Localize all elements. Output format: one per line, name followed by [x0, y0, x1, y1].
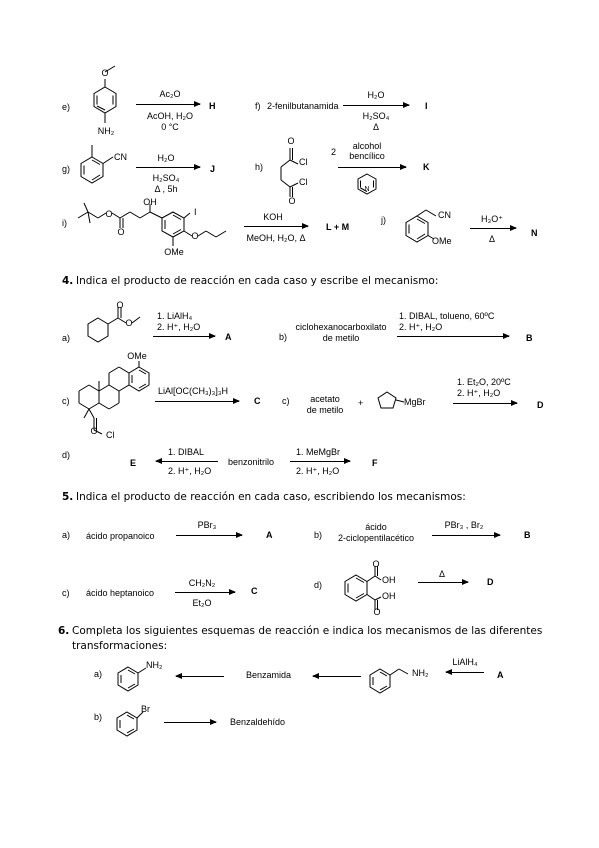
product-e: E: [130, 458, 137, 468]
reagent-h-h2o: 2. H⁺, H₂O: [457, 388, 501, 398]
reagent-heat-time: Δ , 5h: [154, 184, 178, 194]
product-j: J: [210, 164, 216, 174]
atom-n: N: [364, 186, 370, 193]
atom-cl: Cl: [299, 157, 308, 167]
product-b: B: [526, 333, 533, 343]
reagent-h2so4: H₂SO₄: [362, 111, 390, 121]
product-c: C: [254, 396, 261, 406]
atom-ome: OMe: [432, 236, 452, 246]
label-3e: e): [62, 102, 71, 112]
product-l-m: L + M: [326, 222, 350, 232]
product-f: F: [372, 458, 378, 468]
atom-nh2: NH₂: [146, 660, 163, 670]
reagent-et2o: Et₂O: [192, 598, 212, 608]
reagent-h3o: H₃O⁺: [481, 214, 503, 224]
atom-oh: OH: [143, 197, 157, 207]
product-k: K: [423, 162, 430, 172]
label-3f: f): [255, 101, 261, 111]
substrate-line2: de metilo: [322, 333, 360, 343]
structure-methoxy-tricyclic-acid-chloride: [76, 352, 160, 446]
question-6-title: Completa los siguientes esquemas de reacción e indica los mecanismos de las diferentes: [72, 625, 543, 637]
arrow-4b: [397, 336, 509, 337]
reagent-lialh-otbu: LiAl[OC(CH₃)₃]₃H: [158, 386, 228, 396]
atom-o: O: [116, 300, 124, 310]
reagent-h-h2o: 2. H⁺, H₂O: [296, 466, 340, 476]
arrow-4d-left: [156, 461, 218, 462]
reagent-pbr3: PBr₃: [197, 520, 217, 530]
reagent-equiv: 2: [331, 147, 337, 157]
reagent-dibal: 1. DIBAL, tolueno, 60ºC: [399, 311, 495, 321]
atom-o: O: [372, 559, 380, 569]
question-4-number: 4.: [62, 275, 74, 287]
label-4c: c): [62, 396, 70, 406]
target-benzaldehido: Benzaldehído: [230, 717, 286, 727]
atom-cl: Cl: [299, 177, 308, 187]
arrow-5c: [175, 592, 235, 593]
label-4c-2: c): [282, 396, 290, 406]
plus-sign: +: [358, 398, 364, 408]
product-i: I: [425, 101, 428, 111]
atom-o: O: [90, 426, 98, 436]
product-a: A: [497, 670, 504, 680]
substrate-2-ciclopentilacetico: 2-ciclopentilacético: [337, 533, 415, 543]
substrate-acido-propanoico: ácido propanoico: [86, 531, 155, 541]
label-3j: j): [381, 215, 386, 225]
arrow-6a-middle: [313, 676, 361, 677]
atom-o: O: [288, 196, 296, 206]
arrow-3g: [136, 167, 200, 168]
arrow-6a-right: [446, 672, 484, 673]
reagent-h-h2o: 2. H⁺, H₂O: [168, 466, 212, 476]
product-h: H: [209, 101, 216, 111]
reagent-heat: Δ: [488, 234, 496, 244]
atom-cn: CN: [438, 210, 451, 220]
reagent-h-h2o: 2. H⁺, H₂O: [399, 322, 443, 332]
atom-br: Br: [141, 704, 150, 714]
atom-o: O: [287, 136, 295, 146]
reagent-h2so4: H₂SO₄: [152, 173, 180, 183]
reagent-lialh4: LiAlH₄: [452, 657, 478, 667]
substrate-acido: ácido: [365, 522, 387, 532]
reagent-dibal: 1. DIBAL: [168, 447, 205, 457]
atom-ome: OMe: [127, 351, 147, 361]
question-4-title: Indica el producto de reacción en cada caso y escribe el mecanismo:: [76, 275, 439, 287]
label-4d: d): [62, 450, 71, 460]
arrow-3h: [338, 167, 406, 168]
arrow-4a: [153, 336, 215, 337]
reagent-temp: 0 °C: [161, 122, 179, 132]
substrate-de-metilo: de metilo: [306, 405, 344, 415]
atom-cl: Cl: [106, 430, 115, 440]
reagent-koh: KOH: [263, 212, 283, 222]
label-4b: b): [279, 332, 288, 342]
product-a: A: [266, 530, 273, 540]
reagent-et2o: 1. Et₂O, 20ºC: [457, 377, 511, 387]
structure-tert-butyl-ester: [76, 196, 244, 258]
arrow-5b: [432, 535, 500, 536]
arrow-5a: [176, 535, 242, 536]
atom-oh: OH: [382, 591, 396, 601]
product-n: N: [531, 228, 538, 238]
arrow-6b: [164, 722, 216, 723]
label-5b: b): [314, 530, 323, 540]
arrow-4c-2: [453, 403, 517, 404]
structure-methyl-cyclohexanecarboxylate: [76, 300, 146, 352]
substrate-acetato: acetato: [310, 394, 340, 404]
atom-o: O: [117, 227, 125, 237]
reagent-alcohol: alcohol: [352, 141, 382, 151]
reagent-ac2o: Ac₂O: [159, 89, 181, 99]
label-6b: b): [94, 712, 103, 722]
atom-mgbr: MgBr: [404, 397, 426, 407]
question-5-number: 5.: [62, 491, 74, 503]
question-6-number: 6.: [58, 625, 70, 637]
atom-nh2: NH₂: [412, 668, 429, 678]
atom-i: I: [194, 207, 197, 217]
label-5c: c): [62, 588, 70, 598]
atom-nh2: NH₂: [97, 126, 115, 136]
reagent-acoh: AcOH, H₂O: [147, 111, 193, 121]
arrow-5d: [418, 582, 468, 583]
substrate-acido-heptanoico: ácido heptanoico: [86, 588, 155, 598]
atom-oh: OH: [382, 575, 396, 585]
product-d: D: [487, 577, 494, 587]
product-a: A: [225, 332, 232, 342]
substrate-line1: ciclohexanocarboxilato: [295, 322, 387, 332]
label-6a: a): [94, 669, 103, 679]
arrow-4d-right: [290, 461, 350, 462]
label-3h: h): [255, 162, 264, 172]
arrow-3e: [136, 104, 200, 105]
substrate-benzamida: Benzamida: [246, 670, 292, 680]
label-5d: d): [314, 580, 323, 590]
label-3g: g): [62, 164, 71, 174]
product-b: B: [524, 530, 531, 540]
reagent-pbr3-br2: PBr₃ , Br₂: [444, 520, 484, 530]
arrow-3i: [244, 226, 308, 227]
label-5a: a): [62, 530, 71, 540]
label-4a: a): [62, 333, 71, 343]
reagent-meoh: MeOH, H₂O, Δ: [246, 233, 306, 243]
substrate-benzonitrilo: benzonitrilo: [228, 457, 275, 467]
label-3i: i): [62, 218, 67, 228]
atom-ome: OMe: [164, 247, 184, 257]
reagent-h2o: H₂O: [157, 153, 175, 163]
structure-2-methylbenzonitrile: [74, 140, 130, 190]
product-c: C: [251, 586, 258, 596]
product-d: D: [537, 400, 544, 410]
reagent-bencilico: bencílico: [349, 151, 385, 161]
arrow-6a-left: [176, 676, 224, 677]
reagent-h-h2o: 2. H⁺, H₂O: [157, 322, 201, 332]
substrate-2-fenilbutanamida: 2-fenilbutanamida: [267, 101, 339, 111]
atom-o: O: [125, 318, 133, 328]
reagent-heat: Δ: [372, 122, 380, 132]
structure-benzylamine: [366, 660, 422, 698]
atom-o: O: [101, 68, 109, 78]
reagent-ch2n2: CH₂N₂: [188, 578, 216, 588]
atom-cn: CN: [114, 152, 127, 162]
arrow-3f: [343, 105, 409, 106]
question-6-title-line2: transformaciones:: [72, 640, 168, 652]
structure-succinyl-chloride: [270, 140, 310, 202]
reagent-memgbr: 1. MeMgBr: [296, 447, 341, 457]
reagent-heat: Δ: [438, 569, 446, 579]
atom-o: O: [191, 231, 199, 241]
question-5-title: Indica el producto de reacción en cada caso, escribiendo los mecanismos:: [76, 491, 466, 503]
atom-o: O: [373, 607, 381, 617]
reagent-h2o: H₂O: [367, 90, 385, 100]
atom-o: O: [105, 209, 113, 219]
arrow-3j: [470, 228, 516, 229]
arrow-4c: [155, 401, 239, 402]
reagent-lialh4: 1. LiAlH₄: [157, 311, 193, 321]
